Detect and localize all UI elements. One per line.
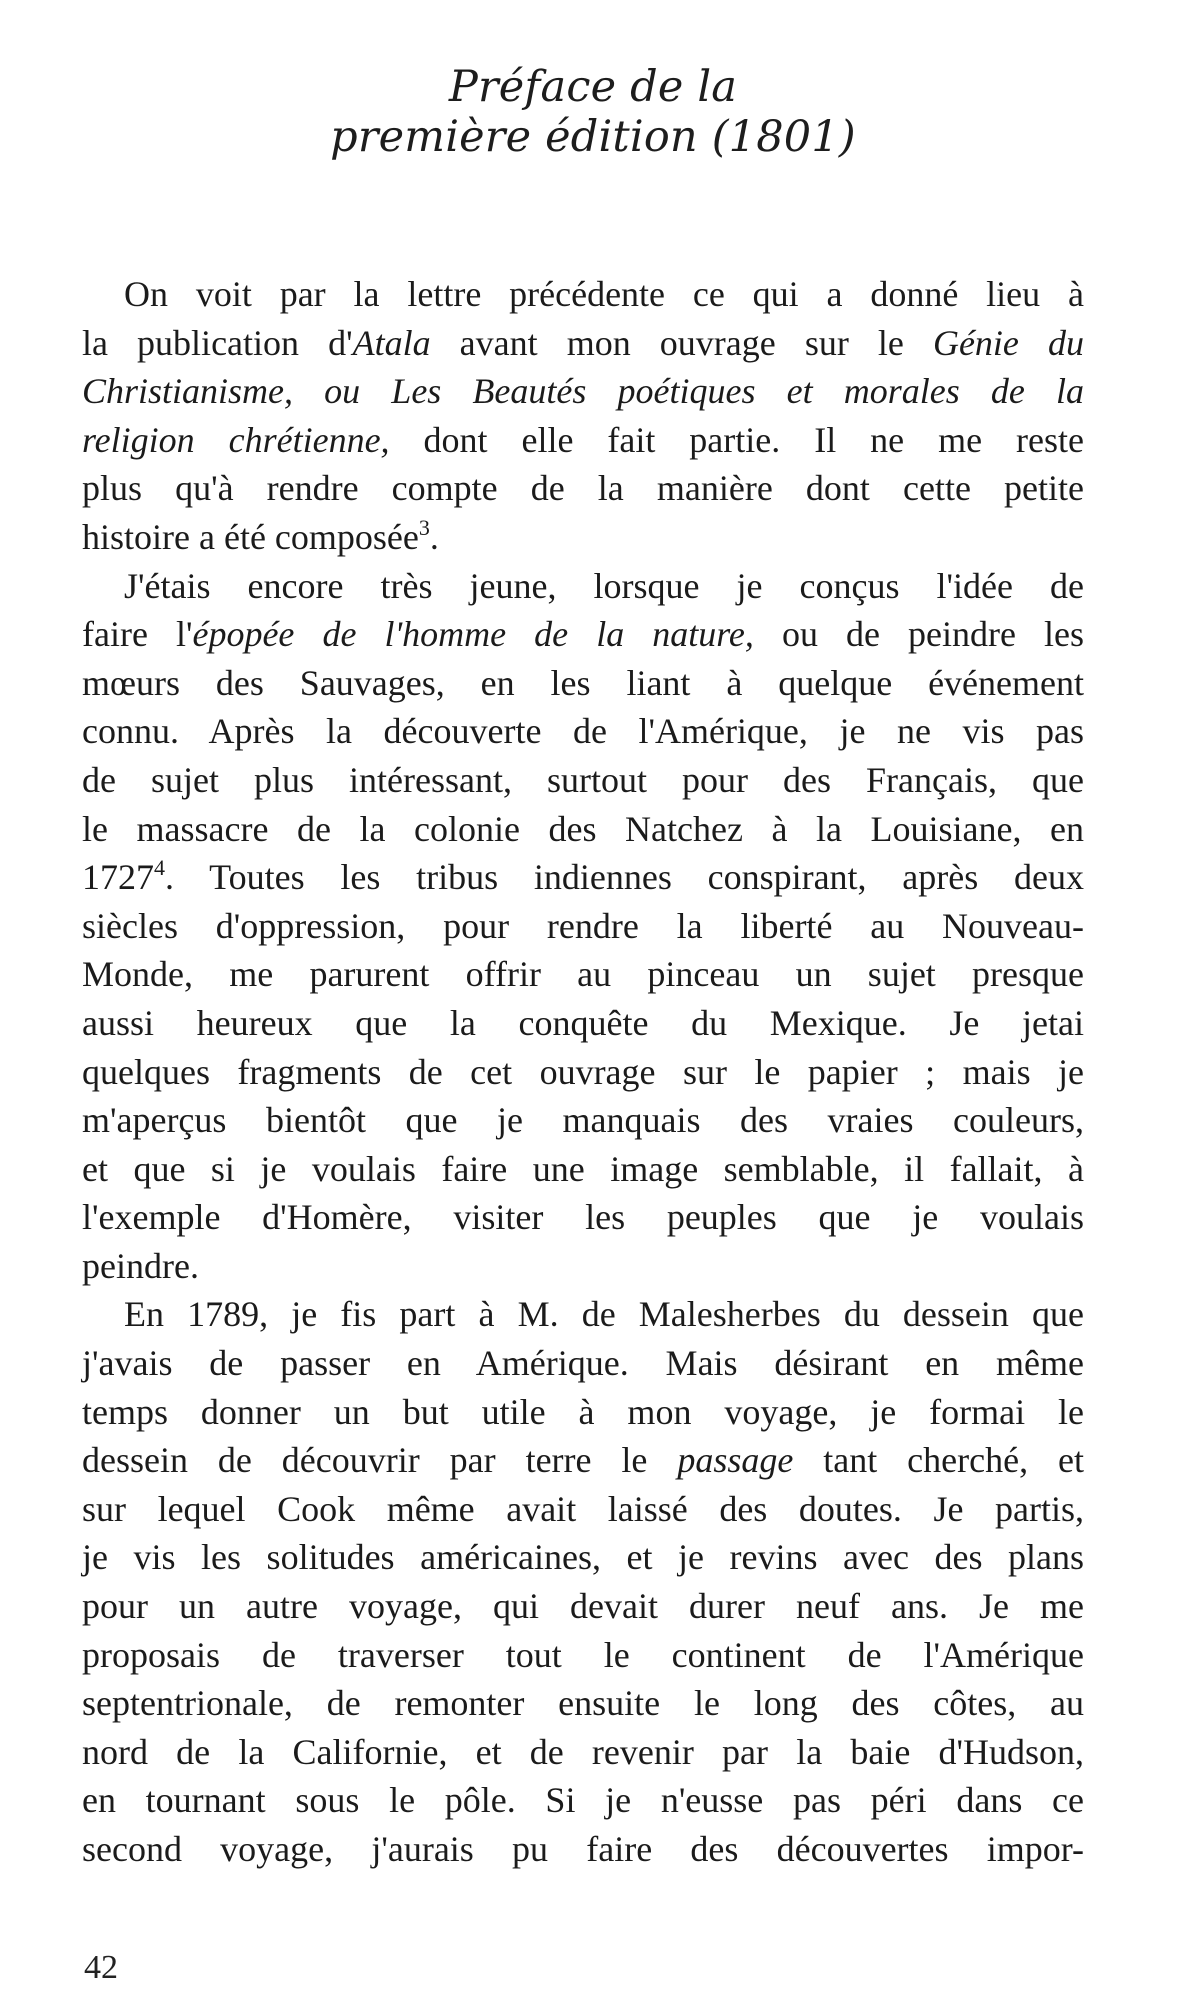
italic-text: Génie du — [932, 322, 1084, 363]
text-line: en tournant sous le pôle. Si je n'eusse pas péri dans ce — [82, 1780, 1084, 1821]
text-line: et que si je voulais faire une image semblable, il fallait, à — [82, 1148, 1084, 1189]
text-line: second voyage, j'aurais pu faire des découvertes impor- — [82, 1829, 1084, 1869]
text-line: j'avais de passer en Amérique. Mais désirant en même — [82, 1343, 1084, 1384]
body-text — [82, 270, 1084, 1874]
chapter-title-line-1: Préface de la — [448, 62, 738, 112]
italic-text: Christianisme, ou Les Beautés poétiques et morales de la — [82, 371, 1084, 412]
text-line: nord de la Californie, et de revenir par la baie d'Hudson, — [82, 1731, 1084, 1772]
text-line: quelques fragments de cet ouvrage sur le papier ; mais je — [82, 1051, 1084, 1092]
text-line: sur lequel Cook même avait laissé des doutes. Je partis, — [82, 1488, 1084, 1529]
text-line: faire l'épopée de l'homme de la nature, ou de peindre les — [82, 614, 1084, 655]
paragraph — [82, 270, 1084, 562]
text-line: siècles d'oppression, pour rendre la liberté au Nouveau- — [82, 905, 1084, 946]
text-line: temps donner un but utile à mon voyage, je formai le — [82, 1391, 1084, 1432]
text-line: J'étais encore très jeune, lorsque je conçus l'idée de — [124, 565, 1084, 606]
text-line: je vis les solitudes américaines, et je revins avec des plans — [82, 1537, 1084, 1578]
footnote-ref: 4 — [154, 855, 165, 881]
footnote-ref: 3 — [418, 514, 430, 540]
text-line: On voit par la lettre précédente ce qui a donné lieu à — [124, 274, 1084, 314]
text-line: En 1789, je fis part à M. de Malesherbes du dessein que — [124, 1294, 1084, 1335]
text-line: peindre. — [82, 1245, 199, 1286]
page-number: 42 — [84, 1949, 118, 1986]
text-line: mœurs des Sauvages, en les liant à quelque événement — [82, 662, 1084, 703]
text-line: m'aperçus bientôt que je manquais des vraies couleurs, — [82, 1100, 1084, 1141]
text-line: proposais de traverser tout le continent de l'Amérique — [82, 1634, 1084, 1675]
paragraph — [82, 562, 1084, 1291]
text-line: pour un autre voyage, qui devait durer neuf ans. Je me — [82, 1586, 1084, 1627]
italic-text: épopée de l'homme de la nature, — [192, 614, 754, 655]
text-line — [82, 367, 1084, 416]
text-line: religion chrétienne, dont elle fait partie. Il ne me reste — [82, 419, 1084, 460]
chapter-title — [0, 62, 1186, 162]
text-line: la publication d'Atala avant mon ouvrage sur le Génie du — [82, 322, 1084, 363]
text-line: dessein de découvrir par terre le passage tant cherché, et — [82, 1440, 1084, 1481]
text-line: 1727$^4$. Toutes les tribus indiennes conspirant, après deux — [82, 855, 1084, 898]
text-line: aussi heureux que la conquête du Mexique. Je jetai — [82, 1002, 1084, 1043]
paragraph — [82, 1290, 1084, 1873]
text-line: connu. Après la découverte de l'Amérique, je ne vis pas — [82, 711, 1084, 752]
text-line: le massacre de la colonie des Natchez à la Louisiane, en — [82, 808, 1084, 849]
text-line: Monde, me parurent offrir au pinceau un sujet presque — [82, 954, 1084, 995]
italic-text: religion chrétienne, — [82, 419, 390, 460]
italic-text: Atala — [352, 322, 431, 363]
text-line: septentrionale, de remonter ensuite le long des côtes, au — [82, 1683, 1084, 1724]
text-line: plus qu'à rendre compte de la manière dont cette petite — [82, 468, 1084, 509]
text-line: l'exemple d'Homère, visiter les peuples que je voulais — [82, 1197, 1084, 1238]
text-line: histoire a été composée$^3$. — [82, 514, 439, 557]
text-line: de sujet plus intéressant, surtout pour des Français, que — [82, 759, 1084, 800]
italic-text: passage — [677, 1440, 794, 1481]
chapter-title-line-2: première édition (1801) — [330, 112, 856, 162]
